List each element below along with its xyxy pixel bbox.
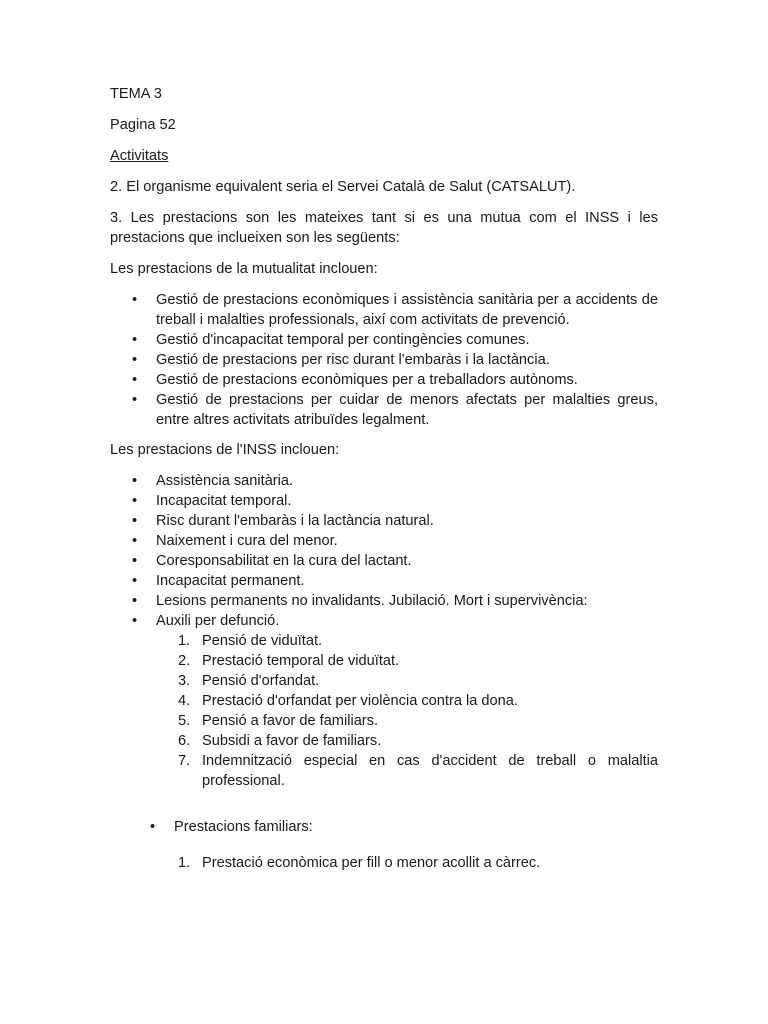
list-item: • Gestió d'incapacitat temporal per contingències comunes. (110, 330, 658, 350)
tema-heading: TEMA 3 (110, 86, 162, 102)
list-item: • Risc durant l'embaràs i la lactància natural. (110, 511, 658, 531)
inss-list (110, 471, 658, 631)
prestacions-familiars-label: • Prestacions familiars: (110, 817, 658, 837)
list-item: • Incapacitat temporal. (110, 491, 658, 511)
list-item: • Incapacitat permanent. (110, 571, 658, 591)
list-item: • Lesions permanents no invalidants. Jubilació. Mort i supervivència: (110, 591, 658, 611)
mutualitat-intro: Les prestacions de la mutualitat inclouen: (110, 261, 378, 277)
activitats-heading: Activitats (110, 148, 169, 164)
numbered-item: 4. Prestació d'orfandat per violència contra la dona. (178, 693, 518, 709)
inss-intro: Les prestacions de l'INSS inclouen: (110, 442, 340, 458)
list-item: • Gestió de prestacions per cuidar de menors afectats per malalties greus, entre altres activitats atribuïdes legalment. (110, 390, 658, 430)
mutualitat-list (110, 290, 658, 430)
document-content (110, 84, 658, 873)
answer-3: 3. Les prestacions son les mateixes tant si es una mutua com el INSS i les prestacions que inclueixen son les següents: (110, 210, 658, 246)
numbered-item: 6. Subsidi a favor de familiars. (178, 733, 382, 749)
list-item: • Coresponsabilitat en la cura del lactant. (110, 551, 658, 571)
numbered-item: 5. Pensió a favor de familiars. (178, 713, 379, 729)
list-item: • Gestió de prestacions econòmiques i assistència sanitària per a accidents de treball i malalties professionals, així com activitats de prevenció. (110, 290, 658, 330)
list-item: • Gestió de prestacions per risc durant l'embaràs i la lactància. (110, 350, 658, 370)
numbered-item: 3. Pensió d'orfandat. (178, 673, 320, 689)
numbered-item: 2. Prestació temporal de viduïtat. (178, 653, 400, 669)
numbered-item: 7. Indemnització especial en cas d'accident de treball o malaltia professional. (178, 753, 658, 789)
pagina-label: Pagina 52 (110, 117, 176, 133)
list-item: • Assistència sanitària. (110, 471, 658, 491)
inss-sublist (110, 631, 658, 791)
answer-2: 2. El organisme equivalent seria el Servei Català de Salut (CATSALUT). (110, 179, 576, 195)
familiars-list (110, 853, 658, 873)
numbered-item: 1. Pensió de viduïtat. (178, 633, 323, 649)
numbered-item: 1. Prestació econòmica per fill o menor acollit a càrrec. (178, 855, 541, 871)
list-item: • Naixement i cura del menor. (110, 531, 658, 551)
list-item: • Gestió de prestacions econòmiques per a treballadors autònoms. (110, 370, 658, 390)
list-item: • Auxili per defunció. (110, 611, 658, 631)
